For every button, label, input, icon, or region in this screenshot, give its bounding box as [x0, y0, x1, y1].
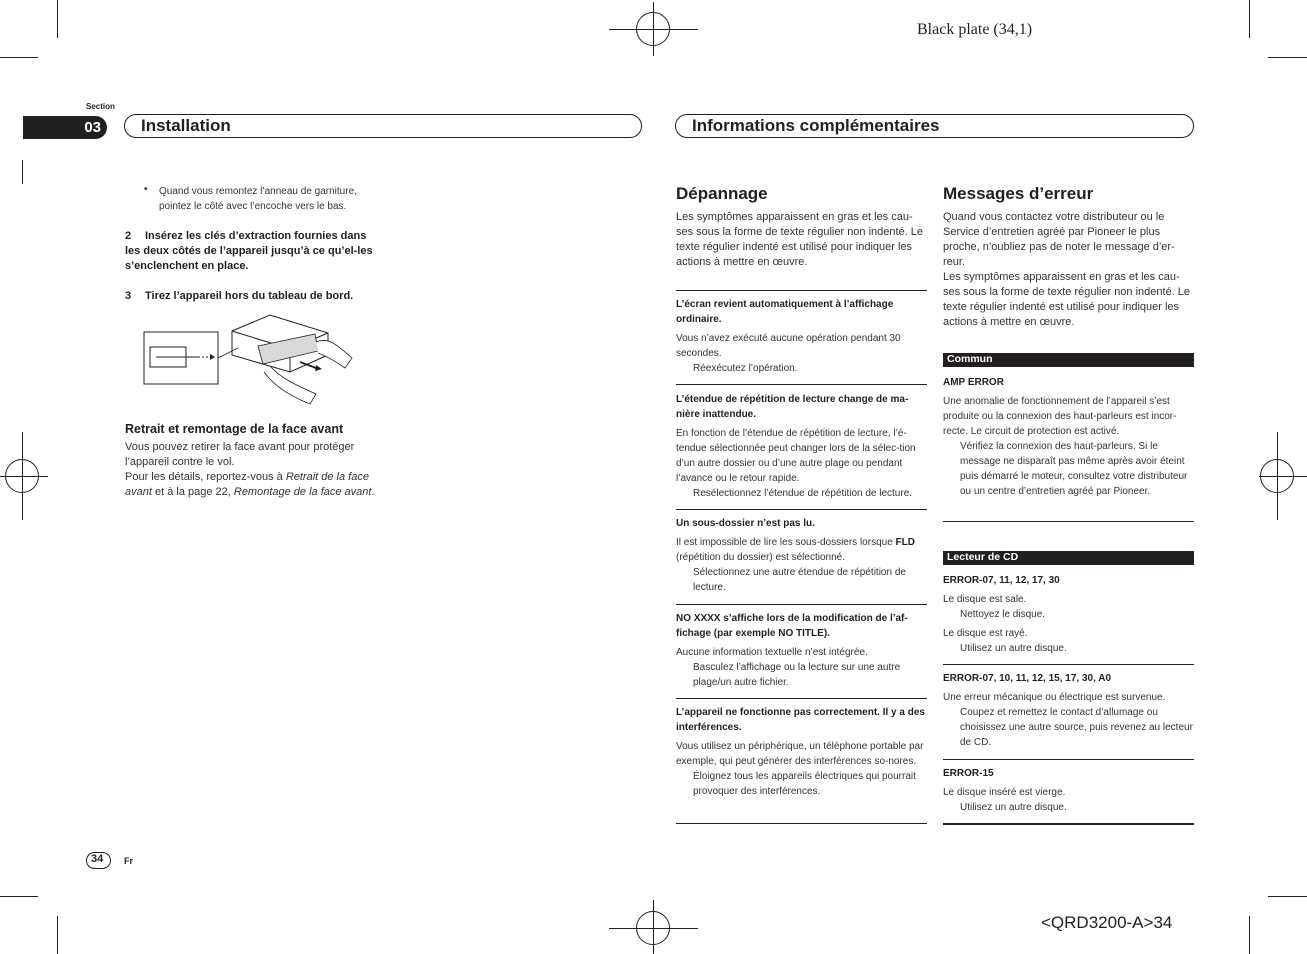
error-action: Coupez et remettez le contact d’allumage ou choisissez une autre source, puis revenez au lecteur de CD. [960, 707, 1193, 748]
trouble-action: Resélectionnez l’étendue de répétition de lecture. [693, 488, 913, 499]
error-detail [943, 690, 1195, 750]
page-number [86, 852, 111, 869]
step-number: 2 [125, 230, 132, 242]
divider [676, 509, 927, 510]
bullet-dot: • [144, 184, 148, 195]
paragraph-text: Pour les détails, reportez-vous à [125, 471, 286, 483]
trouble-detail [676, 426, 928, 501]
category-band-commun [943, 353, 1194, 367]
step-text: Insérez les clés d’extraction fournies dans les deux côtés de l’appareil jusqu’à ce qu’el-les s’enclenchent en place. [125, 230, 373, 272]
trouble-action: Réexécutez l’opération. [693, 363, 798, 374]
crop-mark [1249, 916, 1250, 954]
language-code: Fr [124, 856, 133, 866]
section-title-depannage: Dépannage [676, 184, 768, 203]
crop-mark [57, 916, 58, 954]
error-code: ERROR-07, 11, 12, 17, 30 [943, 575, 1060, 586]
section-number: 03 [84, 119, 101, 136]
error-action: Nettoyez le disque. [960, 609, 1046, 620]
divider [676, 290, 927, 291]
subhead-face-avant: Retrait et remontage de la face avant [125, 422, 344, 436]
section-number-tab [23, 116, 107, 139]
paragraph-text: et à la page 22, [151, 486, 234, 498]
error-code: ERROR-07, 10, 11, 12, 15, 17, 30, A0 [943, 673, 1112, 684]
cross-reference: Retrait de la face avant [125, 471, 369, 498]
trouble-detail [676, 739, 928, 799]
header-title: Informations complémentaires [692, 116, 940, 135]
divider [943, 664, 1194, 665]
registration-mark [0, 476, 48, 477]
cross-reference: Remontage de la face avant [233, 486, 372, 498]
document-code: <QRD3200-A>34 [1041, 913, 1173, 932]
messages-intro [943, 210, 1195, 330]
step-2 [125, 229, 377, 274]
trouble-detail [676, 535, 928, 595]
step-text: Tirez l’appareil hors du tableau de bord. [145, 290, 354, 302]
section-title-messages: Messages d’erreur [943, 184, 1094, 203]
divider [943, 823, 1194, 825]
header-installation [124, 114, 642, 138]
category-band-lecteur-cd [943, 551, 1194, 565]
error-cause: Le disque est rayé. [943, 628, 1028, 639]
page-number-text: 34 [91, 853, 104, 865]
paragraph-text: Vous pouvez retirer la face avant pour protéger l’appareil contre le vol. [125, 441, 355, 468]
paragraph-text: . [371, 486, 375, 498]
divider [676, 698, 927, 699]
trouble-cause: Il est impossible de lire les sous-dossiers lorsque [676, 537, 896, 548]
registration-mark [653, 900, 654, 954]
crop-mark [0, 57, 38, 58]
trouble-action: Éloignez tous les appareils électriques qui pourrait provoquer des interférences. [693, 771, 916, 797]
bullet-text: Quand vous remontez l’anneau de garniture, pointez le côté avec l’encoche vers le bas. [159, 186, 357, 212]
registration-mark [22, 432, 23, 520]
error-detail [943, 592, 1195, 656]
header-informations [675, 114, 1194, 138]
trouble-symptom: L’écran revient automatiquement à l’affichage ordinaire. [676, 299, 894, 325]
trouble-detail [676, 331, 928, 376]
crop-mark [57, 0, 58, 38]
removal-illustration [140, 306, 370, 406]
crop-mark [1268, 896, 1307, 897]
crop-mark [1268, 57, 1307, 58]
trouble-symptom: L’appareil ne fonctionne pas correctement. Il y a des interférences. [676, 707, 925, 733]
category-label: Commun [947, 353, 993, 365]
trouble-symptom: NO XXXX s’affiche lors de la modification de l’af-fichage (par exemple NO TITLE). [676, 613, 908, 639]
error-code: AMP ERROR [943, 377, 1004, 388]
trouble-cause: Vous utilisez un périphérique, un téléphone portable par exemple, qui peut générer des interférences so-nores. [676, 741, 924, 767]
trouble-action: Sélectionnez une autre étendue de répétition de lecture. [693, 567, 906, 593]
error-cause: Le disque est sale. [943, 594, 1027, 605]
paragraph-face-avant [125, 440, 377, 500]
trouble-symptom: Un sous-dossier n’est pas lu. [676, 518, 815, 529]
divider [676, 823, 927, 824]
error-action: Utilisez un autre disque. [960, 643, 1067, 654]
crop-mark [22, 160, 23, 184]
trouble-cause: (répétition du dossier) est sélectionné. [676, 552, 845, 563]
registration-mark [653, 2, 654, 56]
trouble-cause: Aucune information textuelle n’est intégrée. [676, 647, 868, 658]
trouble-detail [676, 645, 928, 690]
trouble-cause: En fonction de l’étendue de répétition de lecture, l’é-tendue sélectionnée peut changer lors de la sélec-tion d’un autre dossier ou d’une autre plage ou pendant l’avance ou le retour rapide. [676, 428, 916, 484]
intro-text: Les symptômes apparaissent en gras et les cau-ses sous la forme de texte régulier non indenté. Le texte régulier indenté est utilisé pour indiquer les actions à mettre en œuvre. [943, 271, 1191, 328]
divider [676, 604, 927, 605]
crop-mark [1249, 0, 1250, 38]
error-detail [943, 785, 1195, 815]
intro-text: Quand vous contactez votre distributeur ou le Service d’entretien agréé par Pioneer le plus proche, n’oubliez pas de noter le message d’er-reur. [943, 211, 1175, 268]
depannage-intro: Les symptômes apparaissent en gras et les cau-ses sous la forme de texte régulier non indenté. Le texte régulier indenté est utilisé pour indiquer les actions à mettre en œuvre. [676, 211, 924, 268]
registration-mark [1277, 432, 1278, 520]
crop-mark [0, 896, 38, 897]
divider [943, 759, 1194, 760]
trouble-symptom: L’étendue de répétition de lecture change de ma-nière inattendue. [676, 394, 909, 420]
divider [943, 521, 1194, 522]
header-title: Installation [141, 116, 231, 135]
trouble-action: Basculez l’affichage ou la lecture sur une autre plage/un autre fichier. [693, 662, 901, 688]
step-3 [125, 289, 377, 304]
divider [676, 384, 927, 385]
registration-mark [1259, 476, 1307, 477]
section-label: Section [86, 102, 115, 111]
trouble-cause: Vous n’avez exécuté aucune opération pendant 30 secondes. [676, 333, 901, 359]
mode-label: FLD [895, 537, 915, 548]
error-detail [943, 394, 1195, 499]
category-label: Lecteur de CD [947, 551, 1019, 563]
error-action: Vérifiez la connexion des haut-parleurs. Si le message ne disparaît pas même après avoir éteint puis démarré le moteur, consultez votre distributeur ou un centre d’entretien agréé par Pioneer. [960, 441, 1188, 497]
error-cause: Une anomalie de fonctionnement de l’appareil s’est produite ou la connexion des haut-parleurs est incor-recte. Le circuit de protection est activé. [943, 396, 1177, 437]
error-cause: Le disque inséré est vierge. [943, 787, 1066, 798]
error-cause: Une erreur mécanique ou électrique est survenue. [943, 692, 1166, 703]
error-code: ERROR-15 [943, 768, 994, 779]
plate-label: Black plate (34,1) [917, 21, 1033, 38]
error-action: Utilisez un autre disque. [960, 802, 1067, 813]
step-number: 3 [125, 290, 132, 302]
